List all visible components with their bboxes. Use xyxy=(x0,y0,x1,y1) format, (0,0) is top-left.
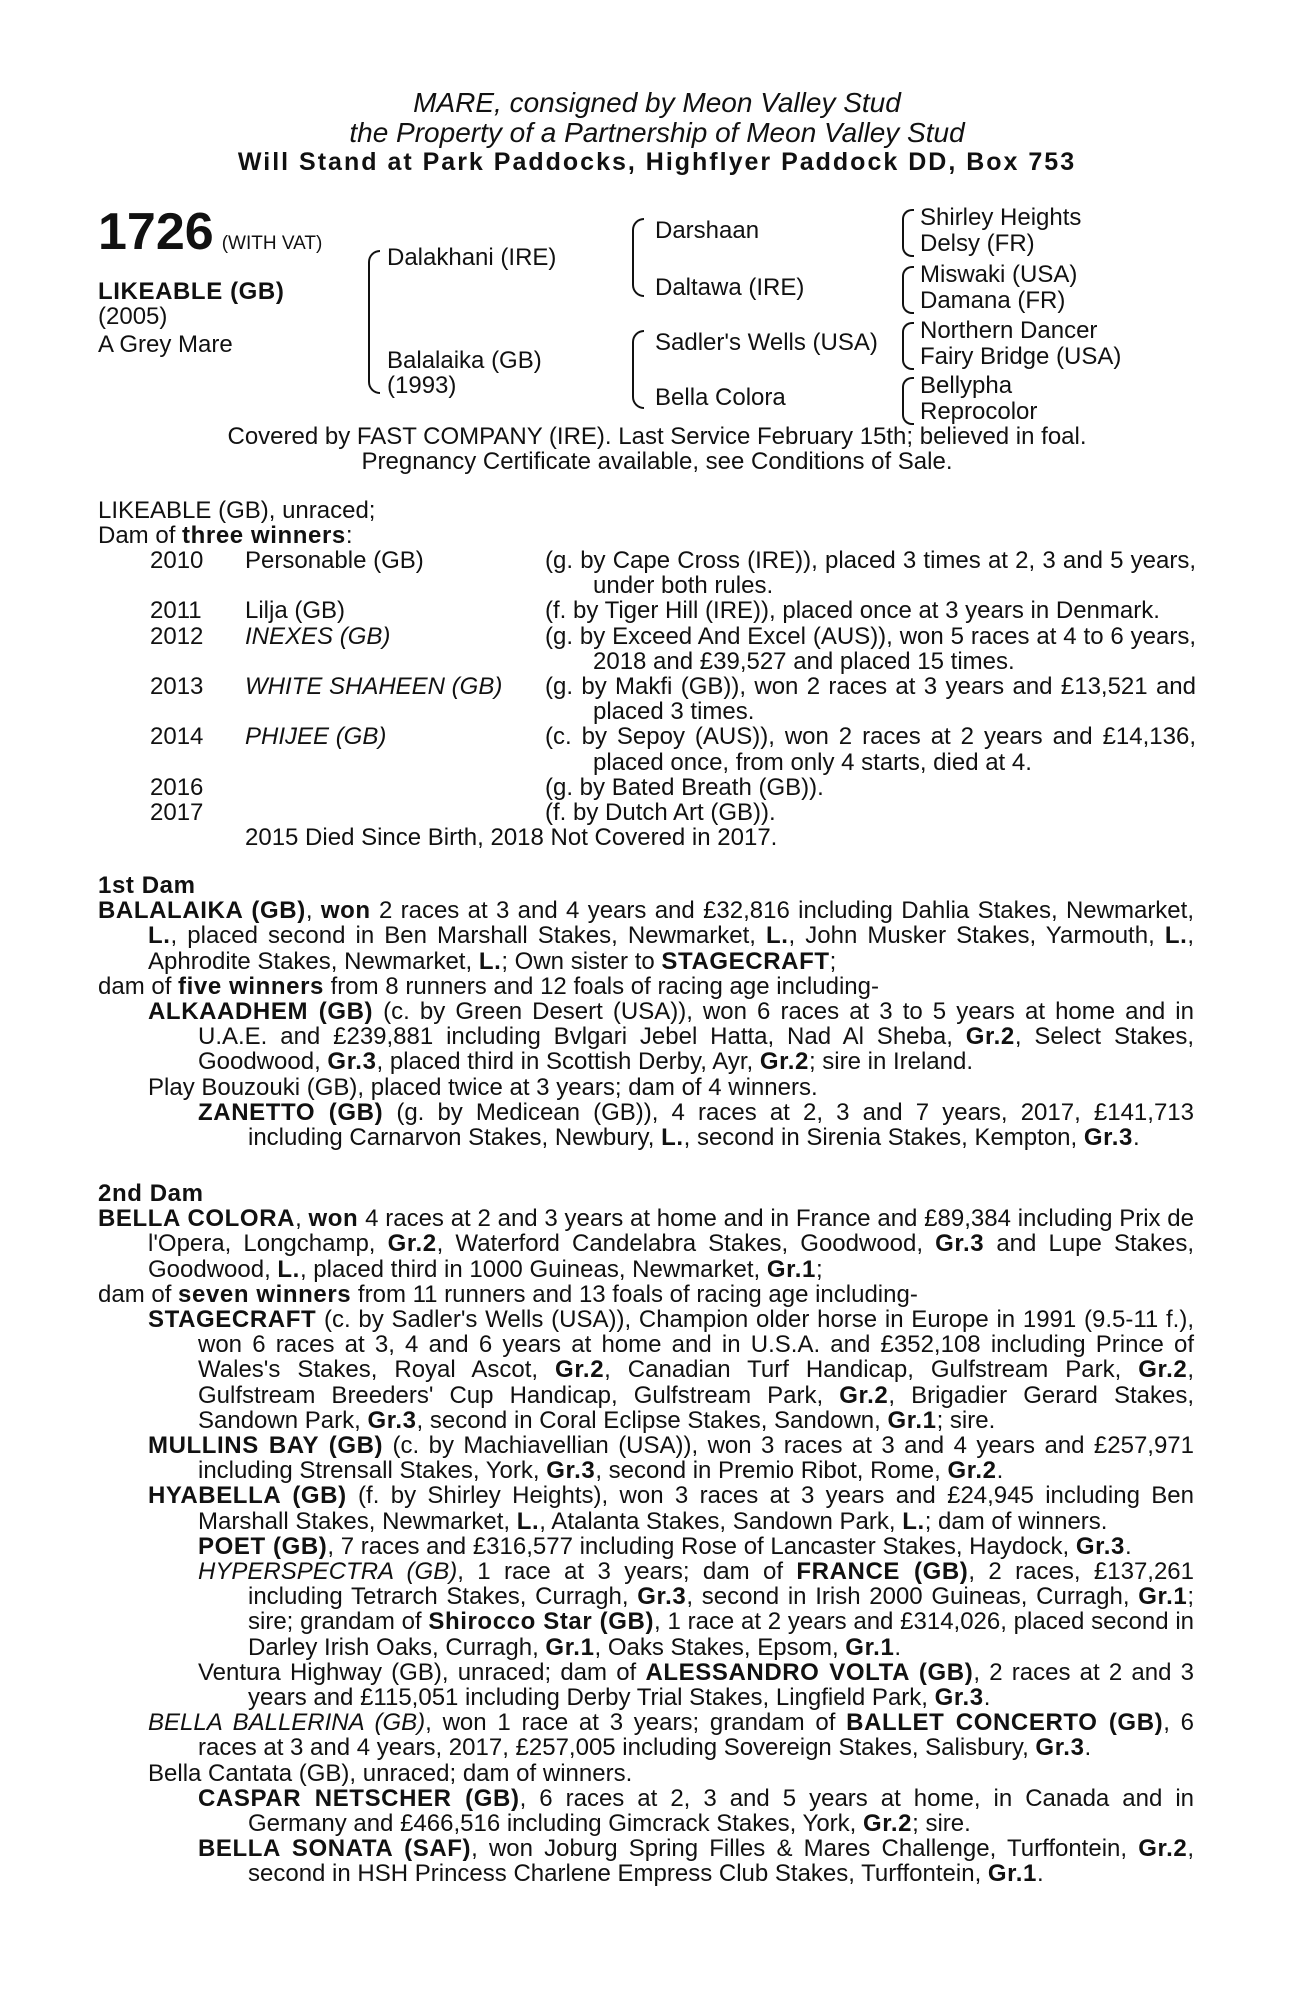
text: , Gulfstream Breeders' Cup Handicap, Gulfstream Park, xyxy=(198,1356,1195,1409)
text: ; Own sister to xyxy=(501,947,662,975)
grade: Gr.3 xyxy=(1035,1734,1085,1762)
text: ; sire; grandam of xyxy=(248,1583,1194,1636)
text: , Canadian Turf Handicap, Gulfstream Park, xyxy=(604,1356,1139,1384)
produce-year: 2011 xyxy=(150,597,202,625)
text: ; sire. xyxy=(936,1406,996,1434)
horse-name: ALESSANDRO VOLTA (GB) xyxy=(645,1658,974,1686)
lot-number-block xyxy=(98,203,322,261)
produce-desc: (c. by Sepoy (AUS)), won 2 races at 2 years and £14,136, placed once, from only 4 starts, died at 4. xyxy=(545,723,1196,776)
grade: L. xyxy=(766,922,789,950)
text: , 6 races at 3 and 4 years, 2017, £257,005 including Sovereign Stakes, Salisbury, xyxy=(198,1709,1195,1762)
produce-desc: (f. by Dutch Art (GB)). xyxy=(545,799,776,827)
grade: Gr.2 xyxy=(759,1048,809,1076)
horse-name: MULLINS BAY (GB) xyxy=(148,1432,384,1460)
text: , placed second in Ben Marshall Stakes, Newmarket, xyxy=(170,922,766,950)
horse-name: HYABELLA (GB) xyxy=(148,1482,347,1510)
text: from 11 runners and 13 foals of racing age including- xyxy=(351,1280,918,1308)
grade: Gr.2 xyxy=(965,1023,1015,1051)
grade: Gr.2 xyxy=(1138,1835,1188,1863)
offspring-stagecraft xyxy=(98,1307,1194,1433)
first-dam-produce-summary xyxy=(98,974,1194,999)
offspring-bella-ballerina xyxy=(98,1710,1194,1760)
produce-year: 2016 xyxy=(150,773,204,801)
produce-dam-of: Dam of xyxy=(98,522,183,549)
text: , placed third in 1000 Guineas, Newmarket, xyxy=(299,1255,767,1283)
text: , second in Coral Eclipse Stakes, Sandown, xyxy=(416,1406,888,1434)
pedigree-sire-sire: Darshaan xyxy=(655,217,760,244)
second-dam-record xyxy=(98,1206,1194,1282)
first-dam-section xyxy=(98,873,1194,1150)
pedigree-dam: Balalaika (GB) xyxy=(387,347,542,374)
text: , xyxy=(305,897,321,925)
text: 4 races at 2 and 3 years at home and in France and £89,384 including Prix de l'Opera, Longchamp, xyxy=(148,1205,1195,1258)
grade: Gr.3 xyxy=(546,1457,596,1485)
grade: Gr.2 xyxy=(1138,1356,1188,1384)
grandoffspring-bella-sonata xyxy=(98,1836,1194,1886)
produce-footnote: 2015 Died Since Birth, 2018 Not Covered in 2017. xyxy=(245,824,778,852)
grade: L. xyxy=(277,1255,300,1283)
text: , 6 races at 2, 3 and 5 years at home, in Canada and in Germany and £466,516 including Gimcrack Stakes, York, xyxy=(248,1784,1194,1838)
produce-name: WHITE SHAHEEN (GB) xyxy=(245,673,503,701)
horse-name: STAGECRAFT xyxy=(661,947,830,975)
lot-number: 1726 xyxy=(98,203,214,261)
text: ; sire. xyxy=(912,1810,971,1838)
text: , 1 race at 3 years; dam of xyxy=(457,1558,797,1586)
pedigree-brace-main xyxy=(368,250,380,394)
produce-desc: (g. by Exceed And Excel (AUS)), won 5 races at 4 to 6 years, 2018 and £39,527 and placed 15 times. xyxy=(545,622,1196,675)
header-property: the Property of a Partnership of Meon Valley Stud xyxy=(349,117,965,148)
pedigree-g6: Fairy Bridge (USA) xyxy=(920,343,1122,370)
horse-name: Shirocco Star (GB) xyxy=(428,1608,655,1636)
produce-year: 2012 xyxy=(150,622,204,650)
grade: Gr.1 xyxy=(845,1633,895,1661)
offspring-hyabella xyxy=(98,1483,1194,1533)
text: , 7 races and £316,577 including Rose of Lancaster Stakes, Haydock, xyxy=(327,1532,1076,1560)
text: and Lupe Stakes, Goodwood, xyxy=(148,1230,1194,1283)
text: , 1 race at 2 years and £314,026, placed second in Darley Irish Oaks, Curragh, xyxy=(248,1608,1194,1661)
horse-name: BELLA SONATA (SAF) xyxy=(198,1835,472,1863)
grade: Gr.3 xyxy=(327,1048,377,1076)
produce-row xyxy=(150,775,1196,800)
grade: Gr.1 xyxy=(766,1255,816,1283)
pedigree-brace-g1 xyxy=(902,209,914,257)
produce-year: 2010 xyxy=(150,547,204,574)
grade: L. xyxy=(1164,922,1188,950)
text: (g. by Medicean (GB)), 4 races at 2, 3 and 7 years, 2017, £141,713 including Carnarvon Stakes, Newbury, xyxy=(248,1098,1194,1152)
grade: L. xyxy=(661,1124,684,1152)
grade: Gr.2 xyxy=(947,1457,997,1485)
produce-intro: LIKEABLE (GB), unraced; xyxy=(98,497,376,524)
text: dam of xyxy=(98,1280,179,1308)
horse-name: ZANETTO (GB) xyxy=(198,1098,384,1126)
pedigree-sire: Dalakhani (IRE) xyxy=(387,244,557,271)
produce-table xyxy=(150,548,1196,850)
grade: L. xyxy=(516,1507,540,1535)
produce-name: PHIJEE (GB) xyxy=(245,723,387,751)
produce-row xyxy=(150,800,1196,825)
text: , John Musker Stakes, Yarmouth, xyxy=(788,922,1165,950)
text: , won Joburg Spring Filles & Mares Challenge, Turffontein, xyxy=(471,1835,1139,1863)
produce-row xyxy=(150,724,1196,774)
text: (c. by Sadler's Wells (USA)), Champion older horse in Europe in 1991 (9.5-11 f.), won 6 races at 3, 4 and 6 years at home and in U.S.A. and £352,108 including Prince of Wales's Stakes, Royal Ascot, xyxy=(198,1306,1194,1384)
pedigree-dam-year: (1993) xyxy=(387,372,457,399)
horse-name: CASPAR NETSCHER (GB) xyxy=(198,1784,520,1812)
text: ; xyxy=(815,1255,823,1283)
text: , Oaks Stakes, Epsom, xyxy=(594,1633,846,1661)
text: . xyxy=(996,1457,1004,1485)
produce-year: 2013 xyxy=(150,673,204,701)
horse-description: A Grey Mare xyxy=(98,331,233,358)
text: , second in Irish 2000 Guineas, Curragh, xyxy=(686,1583,1139,1611)
horse-name: LIKEABLE (GB) xyxy=(98,278,285,305)
first-dam-heading: 1st Dam xyxy=(98,872,196,899)
offspring-alkaadhem xyxy=(98,999,1194,1075)
produce-row xyxy=(150,624,1196,674)
text: . xyxy=(1037,1860,1044,1888)
text: 2 races at 3 and 4 years and £32,816 including Dahlia Stakes, Newmarket, xyxy=(370,897,1194,925)
text: , second in Premio Ribot, Rome, xyxy=(595,1457,948,1485)
text: , Waterford Candelabra Stakes, Goodwood, xyxy=(436,1230,936,1258)
grade: Gr.3 xyxy=(1075,1532,1125,1560)
horse-name: FRANCE (GB) xyxy=(796,1558,969,1586)
grade: Gr.2 xyxy=(555,1356,605,1384)
text: (c. by Machiavellian (USA)), won 3 races at 3 and 4 years and £257,971 including Strensall Stakes, York, xyxy=(198,1432,1195,1485)
text: dam of xyxy=(98,972,179,1000)
grandoffspring-ventura-highway xyxy=(98,1660,1194,1710)
text: ; sire in Ireland. xyxy=(808,1048,974,1076)
pedigree-brace-g3 xyxy=(902,322,914,370)
grade: Gr.1 xyxy=(545,1633,595,1661)
offspring-bella-cantata: Bella Cantata (GB), unraced; dam of winners. xyxy=(148,1759,633,1787)
horse-name: BELLA BALLERINA (GB) xyxy=(148,1709,426,1737)
pedigree-g8: Reprocolor xyxy=(920,398,1038,425)
grandoffspring-hyperspectra xyxy=(98,1559,1194,1660)
pedigree-dam-dam: Bella Colora xyxy=(655,384,786,411)
grade: L. xyxy=(148,922,171,950)
horse-name: HYPERSPECTRA (GB) xyxy=(198,1558,458,1586)
header-consignor: MARE, consigned by Meon Valley Stud xyxy=(413,87,901,118)
produce-desc: (f. by Tiger Hill (IRE)), placed once at 3 years in Denmark. xyxy=(545,597,1160,625)
second-dam-section xyxy=(98,1181,1194,1887)
produce-year: 2014 xyxy=(150,723,204,751)
produce-winners-count: three winners xyxy=(182,522,346,549)
produce-desc: (g. by Cape Cross (IRE)), placed 3 times at 2, 3 and 5 years, under both rules. xyxy=(545,547,1196,600)
text: , xyxy=(295,1205,309,1233)
grandoffspring-poet xyxy=(98,1534,1194,1559)
text: , Atalanta Stakes, Sandown Park, xyxy=(539,1507,903,1535)
lot-vat: (WITH VAT) xyxy=(221,233,323,254)
horse-name: POET (GB) xyxy=(198,1532,328,1560)
horse-year: (2005) xyxy=(98,303,168,330)
winners-count: seven winners xyxy=(178,1280,352,1308)
grade: Gr.1 xyxy=(887,1406,937,1434)
text: . xyxy=(1084,1734,1092,1762)
produce-name: Lilja (GB) xyxy=(245,597,346,625)
winners-count: five winners xyxy=(178,972,324,1000)
produce-year: 2017 xyxy=(150,799,204,827)
grade: Gr.3 xyxy=(367,1406,417,1434)
produce-row xyxy=(150,598,1196,623)
offspring-play-bouzouki: Play Bouzouki (GB), placed twice at 3 years; dam of 4 winners. xyxy=(148,1073,818,1101)
horse-name: ALKAADHEM (GB) xyxy=(148,998,374,1026)
horse-name: BALLET CONCERTO (GB) xyxy=(846,1709,1164,1737)
text: ; xyxy=(829,947,837,975)
dam-name: BALALAIKA (GB) xyxy=(98,897,306,925)
pedigree-brace-sire xyxy=(632,218,644,297)
text: , second in HSH Princess Charlene Empress Club Stakes, Turffontein, xyxy=(248,1835,1195,1888)
text: , 2 races, £137,261 including Tetrarch Stakes, Curragh, xyxy=(248,1558,1195,1611)
header-location: Will Stand at Park Paddocks, Highflyer Paddock DD, Box 753 xyxy=(237,148,1077,176)
pedigree-g7: Bellypha xyxy=(920,372,1013,399)
text: ; dam of winners. xyxy=(924,1507,1108,1535)
grade: Gr.3 xyxy=(637,1583,687,1611)
grade: Gr.3 xyxy=(1083,1124,1133,1152)
produce-row xyxy=(150,674,1196,724)
second-dam-heading: 2nd Dam xyxy=(98,1180,204,1207)
pedigree-brace-dam xyxy=(632,330,644,409)
text: . xyxy=(1132,1124,1140,1152)
produce-desc: (g. by Makfi (GB)), won 2 races at 3 years and £13,521 and placed 3 times. xyxy=(545,673,1196,726)
text: . xyxy=(1124,1532,1132,1560)
produce-name: Personable (GB) xyxy=(245,547,424,574)
produce-desc: (g. by Bated Breath (GB)). xyxy=(545,773,824,801)
pedigree-sire-dam: Daltawa (IRE) xyxy=(655,274,805,301)
first-dam-record xyxy=(98,898,1194,974)
covered-line: Covered by FAST COMPANY (IRE). Last Service February 15th; believed in foal. xyxy=(227,423,1087,450)
text: Ventura Highway (GB), unraced; dam of xyxy=(198,1658,646,1686)
offspring-mullins-bay xyxy=(98,1433,1194,1483)
text: , Brigadier Gerard Stakes, Sandown Park, xyxy=(198,1381,1195,1434)
text: (f. by Shirley Heights), won 3 races at 3 years and £24,945 including Ben Marshall Stakes, Newmarket, xyxy=(198,1482,1194,1535)
grade: Gr.3 xyxy=(935,1230,985,1258)
grandoffspring-caspar-netscher xyxy=(98,1786,1194,1836)
pedigree-g3: Miswaki (USA) xyxy=(920,261,1078,288)
grade: Gr.2 xyxy=(863,1810,913,1838)
text: won xyxy=(308,1205,359,1233)
produce-row xyxy=(150,548,1196,598)
horse-name: STAGECRAFT xyxy=(148,1306,317,1334)
text: , 2 races at 2 and 3 years and £115,051 including Derby Trial Stakes, Lingfield Park, xyxy=(248,1658,1195,1712)
text: , placed third in Scottish Derby, Ayr, xyxy=(376,1048,760,1076)
text: (c. by Green Desert (USA)), won 6 races at 3 to 5 years at home and in U.A.E. and £239,881 including Bvlgari Jebel Hatta, Nad Al Sheba, xyxy=(198,998,1194,1051)
second-dam-produce-summary xyxy=(98,1282,1194,1307)
text: . xyxy=(983,1684,991,1712)
pedigree-g2: Delsy (FR) xyxy=(920,230,1035,257)
pedigree-g5: Northern Dancer xyxy=(920,317,1098,344)
produce-winners-line xyxy=(98,523,353,548)
grade: Gr.2 xyxy=(387,1230,437,1258)
grandoffspring-zanetto xyxy=(98,1100,1194,1150)
text: won xyxy=(320,897,371,925)
text: , won 1 race at 3 years; grandam of xyxy=(425,1709,847,1737)
grade: Gr.1 xyxy=(1138,1583,1188,1611)
dam-name: BELLA COLORA xyxy=(98,1205,296,1233)
produce-name: INEXES (GB) xyxy=(245,622,391,650)
text: , Aphrodite Stakes, Newmarket, xyxy=(148,922,1195,975)
text: , Select Stakes, Goodwood, xyxy=(198,1023,1194,1076)
pedigree-brace-g4 xyxy=(902,377,914,425)
text: , second in Sirenia Stakes, Kempton, xyxy=(683,1124,1084,1152)
produce-colon: : xyxy=(345,522,353,549)
grade: Gr.3 xyxy=(934,1684,984,1712)
grade: L. xyxy=(478,947,502,975)
text: from 8 runners and 12 foals of racing age including- xyxy=(323,972,879,1000)
pedigree-dam-sire: Sadler's Wells (USA) xyxy=(655,329,878,356)
pedigree-g1: Shirley Heights xyxy=(920,204,1082,231)
grade: Gr.1 xyxy=(987,1860,1038,1888)
grade: L. xyxy=(902,1507,925,1535)
pedigree-g4: Damana (FR) xyxy=(920,287,1066,314)
text: . xyxy=(894,1633,902,1661)
pedigree-brace-g2 xyxy=(902,266,914,314)
pregnancy-line: Pregnancy Certificate available, see Conditions of Sale. xyxy=(361,448,953,475)
grade: Gr.2 xyxy=(839,1381,889,1409)
